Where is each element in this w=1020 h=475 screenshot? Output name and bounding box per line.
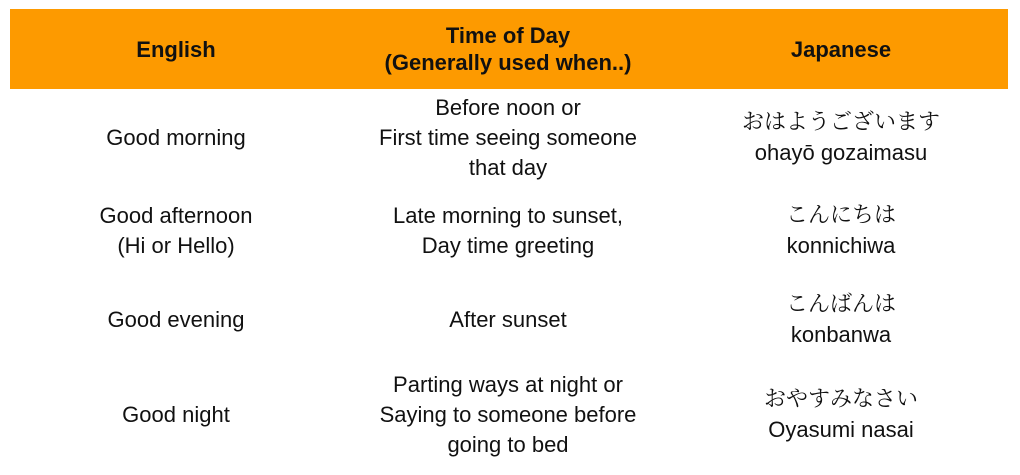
english-cell: Good morning (106, 125, 246, 150)
time-cell: Late morning to sunset, Day time greeting (393, 203, 623, 258)
header-time-of-day: Time of Day (Generally used when..) (384, 23, 632, 75)
japanese-romaji: konnichiwa (786, 233, 896, 258)
japanese-romaji: ohayō gozaimasu (754, 140, 928, 165)
japanese-romaji: konbanwa (790, 322, 892, 347)
table-header (10, 9, 1008, 89)
greetings-table (10, 9, 1008, 465)
table-row (10, 187, 1008, 275)
time-cell: Before noon or First time seeing someone that day (379, 95, 637, 180)
japanese-kana: こんばんは (785, 292, 896, 317)
english-cell: Good evening (107, 307, 245, 332)
japanese-kana: こんにちは (785, 203, 896, 228)
english-cell: Good afternoon (Hi or Hello) (99, 203, 253, 258)
header-english: English (136, 36, 216, 62)
table-row (10, 365, 1008, 465)
english-cell: Good night (122, 402, 230, 427)
japanese-kana: おやすみなさい (763, 387, 918, 412)
time-cell: Parting ways at night or Saying to someone before going to bed (379, 372, 637, 457)
time-cell: After sunset (449, 307, 567, 332)
japanese-cell (674, 290, 1008, 350)
japanese-kana: おはようございます (741, 110, 940, 135)
japanese-cell (674, 108, 1008, 168)
header-japanese: Japanese (790, 36, 892, 62)
table-row (10, 89, 1008, 187)
japanese-cell (674, 385, 1008, 445)
japanese-romaji: Oyasumi nasai (768, 417, 914, 442)
japanese-cell (674, 201, 1008, 261)
table-row (10, 275, 1008, 365)
